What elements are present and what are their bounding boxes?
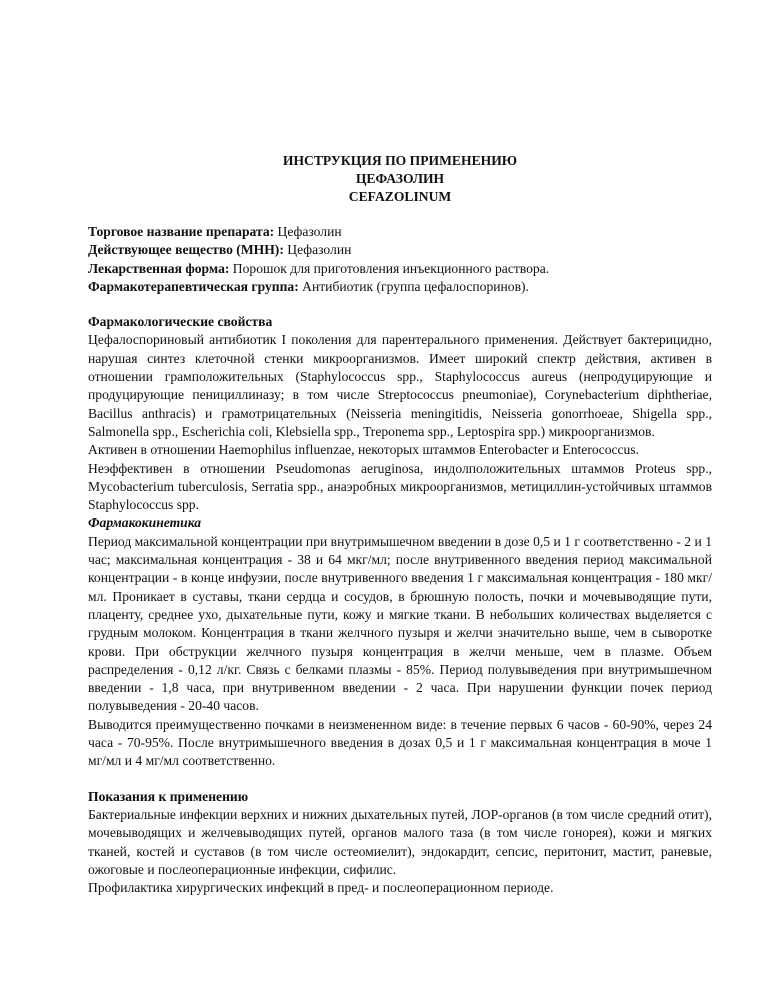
pharmacology-heading: Фармакологические свойства xyxy=(88,314,273,330)
pharmacology-paragraph-3: Неэффективен в отношении Pseudomonas aeruginosa, индолположительных штаммов Proteus spp., Mycobacterium tuberculosis, Serratia spp., анаэробных микроорганизмов, метициллин-устойчивых штаммов Staphylococcus spp. xyxy=(88,460,712,513)
trade-name-label: Торговое название препарата: xyxy=(88,224,275,239)
inn-line xyxy=(88,241,712,259)
pharmacology-paragraph-1: Цефалоспориновый антибиотик I поколения для парентерального применения. Действует бактерицидно, нарушая синтез клеточной стенки микроорганизмов. Имеет широкий спектр действия, активен в отношении грамположительных (Staphylococcus spp., Staphylococcus aureus (непродуцирующие и продуцирующие пенициллиназу; в том числе Streptococcus pneumoniae), Corynebacterium diphtheriae, Bacillus anthracis) и грамотрицательных (Neisseria meningitidis, Neisseria gonorrhoeae, Shigella spp., Salmonella spp., Escherichia coli, Klebsiella spp., Treponema spp., Leptospira spp.) микроорганизмов. xyxy=(88,332,712,439)
pharmacology-paragraph-2: Активен в отношении Haemophilus influenzae, некоторых штаммов Enterobacter и Enterococcus. xyxy=(88,442,640,458)
indications-paragraph-2: Профилактика хирургических инфекций в пред- и послеоперационном периоде. xyxy=(88,880,554,896)
pharmacokinetics-paragraph-2: Выводится преимущественно почками в неизмененном виде: в течение первых 6 часов - 60-90%, через 24 часа - 70-95%. После внутримышечного введения в дозах 0,5 и 1 г максимальная концентрация в моче 1 мг/мл и 4 мг/мл соответственно. xyxy=(88,716,712,769)
document-title-line-2: ЦЕФАЗОЛИН xyxy=(355,171,445,186)
dosage-form-label: Лекарственная форма: xyxy=(88,260,230,276)
pharmacokinetics-heading: Фармакокинетика xyxy=(88,515,202,531)
document-page xyxy=(88,152,712,897)
spacer xyxy=(88,296,712,313)
dosage-form-line xyxy=(88,260,712,278)
trade-name-line xyxy=(88,223,712,241)
pharm-group-label: Фармакотерапевтическая группа: xyxy=(88,278,299,294)
indications-heading: Показания к применению xyxy=(88,788,249,804)
spacer xyxy=(88,206,712,223)
inn-value: Цефазолин xyxy=(283,242,352,258)
pharm-group-value: Антибиотик (группа цефалоспоринов). xyxy=(298,278,529,294)
pharm-group-line xyxy=(88,278,712,296)
inn-label: Действующее вещество (МНН): xyxy=(88,242,284,258)
document-title-line-1: ИНСТРУКЦИЯ ПО ПРИМЕНЕНИЮ xyxy=(282,153,518,168)
indications-paragraph-1: Бактериальные инфекции верхних и нижних дыхательных путей, ЛОР-органов (в том числе средний отит), мочевыводящих и желчевыводящих путей, органов малого таза (в том числе гонорея), кожи и мягких тканей, костей и суставов (в том числе остеомиелит), эндокардит, сепсис, перитонит, мастит, раневые, ожоговые и послеоперационные инфекции, сифилис. xyxy=(88,806,712,877)
trade-name-value: Цефазолин xyxy=(274,224,342,239)
spacer xyxy=(88,771,712,788)
dosage-form-value: Порошок для приготовления инъекционного раствора. xyxy=(229,260,550,276)
document-title-line-3: CEFAZOLINUM xyxy=(348,189,452,204)
pharmacokinetics-paragraph-1: Период максимальной концентрации при внутримышечном введении в дозе 0,5 и 1 г соответственно - 2 и 1 час; максимальная концентрация - 38 и 64 мкг/мл; после внутривенного введения период максимальной концентрации - в конце инфузии, после внутривенного введения 1 г максимальная концентрация - 180 мкг/мл. Проникает в суставы, ткани сердца и сосудов, в брюшную полость, почки и мочевыводящие пути, плаценту, среднее ухо, дыхательные пути, кожу и мягкие ткани. В небольших количествах выделяется с грудным молоком. Концентрация в ткани желчного пузыря и желчи значительно выше, чем в сыворотке крови. При обструкции желчного пузыря концентрация в желчи меньше, чем в плазме. Объем распределения - 0,12 л/кг. Связь с белками плазмы - 85%. Период полувыведения при внутримышечном введении - 1,8 часа, при внутривенном введении - 2 часа. При нарушении функции почек период полувыведения - 20-40 часов. xyxy=(88,533,712,714)
